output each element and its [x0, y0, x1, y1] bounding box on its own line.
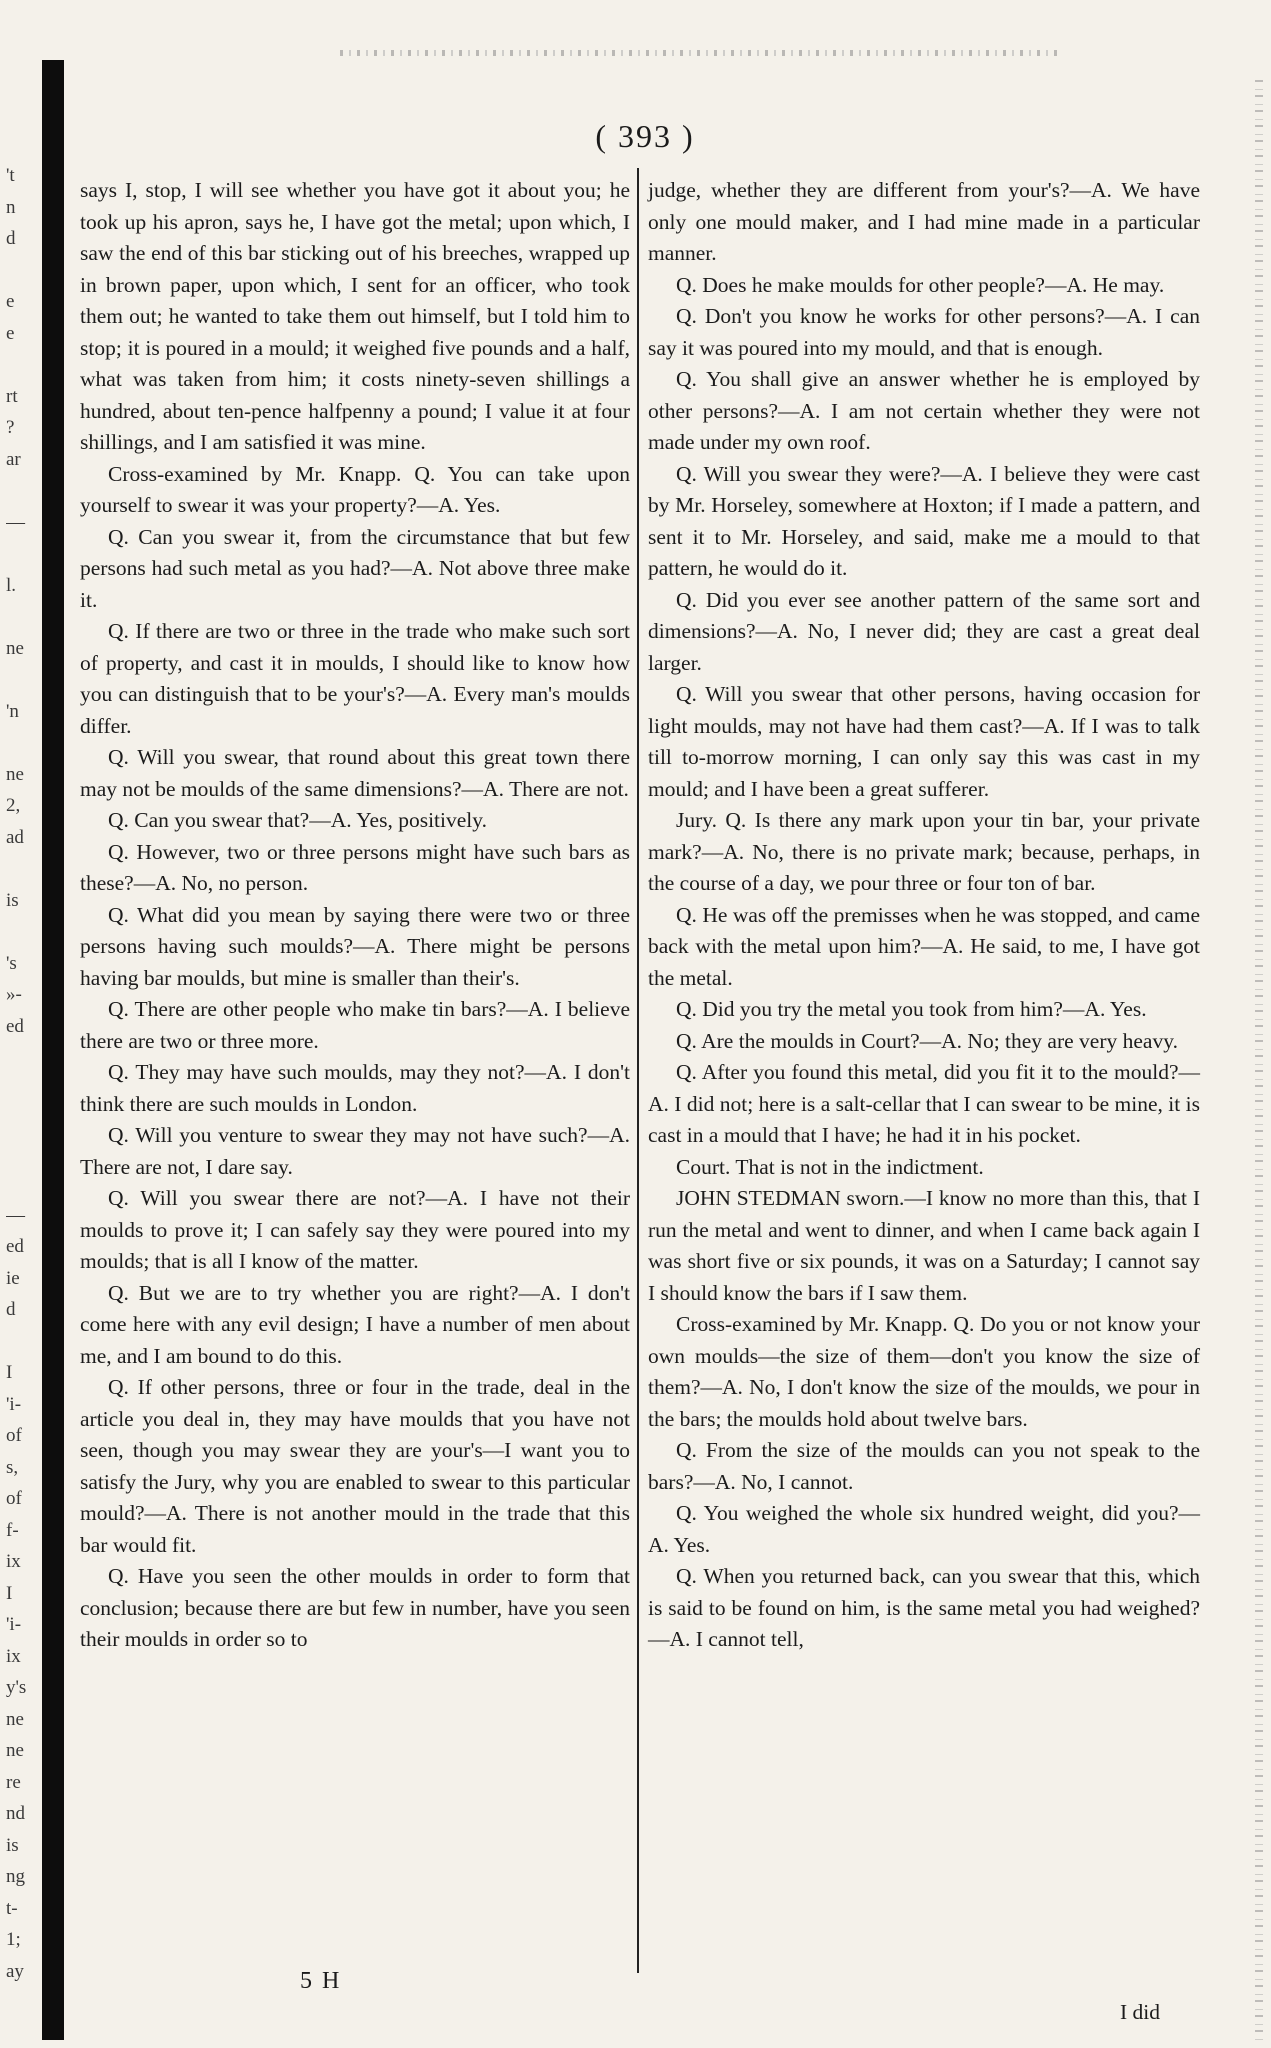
bleed-fragment: ad	[6, 826, 24, 848]
bleed-fragment: »-	[6, 984, 22, 1005]
bleed-fragment: t-	[6, 1897, 18, 1919]
paragraph: Q. From the size of the moulds can you not speak to the bars?—A. No, I cannot.	[648, 1438, 1200, 1494]
bleed-fragment: f-	[6, 1519, 19, 1541]
paragraph: Q. Does he make moulds for other people?—A. He may.	[676, 272, 1165, 297]
paragraph: Q. What did you mean by saying there were two or three persons having such moulds?—A. There might be persons having bar moulds, but mine is smaller than their's.	[80, 902, 630, 990]
bleed-fragment: ed	[6, 1015, 24, 1037]
bleed-fragment: ng	[6, 1866, 25, 1887]
paragraph: Q. He was off the premisses when he was stopped, and came back with the metal upon him?—A. He said, to me, I have got the metal.	[648, 902, 1200, 990]
bleed-fragment: 1;	[6, 1929, 21, 1950]
bleed-fragment: s,	[6, 1456, 19, 1478]
scan-noise-top	[340, 50, 1060, 56]
paragraph: Cross-examined by Mr. Knapp. Q. Do you or not know your own moulds—the size of them—don't you know the size of them?—A. No, I don't know the size of the moulds, we pour in the bars; the moulds hold about twelve bars.	[648, 1312, 1200, 1431]
bleed-fragment: ix	[6, 1645, 21, 1667]
bleed-fragment: 't	[6, 165, 15, 186]
bleed-fragment: 2,	[6, 795, 21, 816]
catchword: I did	[1120, 2000, 1161, 2024]
paragraph: judge, whether they are different from your's?—A. We have only one mould maker, and I had mine made in a particular manner.	[648, 178, 1200, 265]
facing-page-bleed	[0, 160, 46, 1987]
bleed-fragment: y's	[6, 1677, 27, 1698]
paragraph: Q. Did you try the metal you took from him?—A. Yes.	[676, 997, 1147, 1021]
paragraph: Q. Can you swear it, from the circumstance that but few persons had such metal as you had?—A. Not above three make it.	[80, 524, 630, 612]
paragraph: Q. Will you venture to swear they may not have such?—A. There are not, I dare say.	[80, 1123, 630, 1179]
bleed-fragment	[6, 538, 46, 570]
bleed-fragment: of	[6, 1425, 22, 1446]
paragraph: Q. Will you swear that other persons, having occasion for light moulds, may not have had them cast?—A. If I was to talk till to-morrow morning, I can only say this was cast in my mould; and I have been a great sufferer.	[648, 682, 1200, 801]
bleed-fragment: ?	[6, 417, 15, 438]
bleed-fragment: ne	[6, 763, 24, 785]
bleed-fragment: ne	[6, 637, 24, 659]
left-column	[80, 175, 630, 1656]
paragraph: Q. There are other people who make tin bars?—A. I believe there are two or three more.	[80, 997, 630, 1053]
paragraph: JOHN STEDMAN sworn.—I know no more than this, that I run the metal and went to dinner, and when I came back again I was short five or six pounds, it was on a Saturday; I cannot say I should know the bars if I saw them.	[648, 1186, 1200, 1305]
bleed-fragment: ar	[6, 448, 21, 470]
bleed-fragment: l.	[6, 574, 17, 596]
bleed-fragment: rt	[6, 385, 18, 407]
paragraph: Q. You shall give an answer whether he is employed by other persons?—A. I am not certain whether they were not made under my own roof.	[648, 367, 1200, 454]
paragraph: Q. Have you seen the other moulds in order to form that conclusion; because there are but few in number, have you seen their moulds in order so to	[80, 1564, 630, 1651]
paragraph: Q. Are the moulds in Court?—A. No; they are very heavy.	[676, 1028, 1178, 1053]
bleed-fragment: —	[6, 511, 25, 533]
paragraph: Q. Will you swear they were?—A. I believe they were cast by Mr. Horseley, somewhere at Hoxton; if I made a pattern, and sent it to Mr. Horseley, and said, make me a mould to that pattern, he would do it.	[648, 461, 1200, 580]
bleed-fragment: d	[6, 1299, 16, 1320]
bleed-fragment: e	[6, 322, 15, 344]
bleed-fragment	[6, 916, 46, 948]
bleed-fragment: of	[6, 1488, 22, 1509]
paragraph: Q. Can you swear that?—A. Yes, positively.	[108, 808, 488, 832]
bleed-fragment: ne	[6, 1740, 24, 1761]
bleed-fragment	[6, 664, 46, 696]
bleed-fragment	[6, 1105, 46, 1137]
bleed-fragment: 's	[6, 952, 17, 974]
bleed-fragment: is	[6, 1834, 19, 1856]
bleed-fragment: I	[6, 1582, 13, 1604]
paragraph: Q. If there are two or three in the trade who make such sort of property, and cast it in moulds, I should like to know how you can distinguish that to be your's?—A. Every man's moulds differ.	[80, 619, 630, 738]
paragraph: Q. Will you swear, that round about this great town there may not be moulds of the same dimensions?—A. There are not.	[80, 745, 630, 801]
paragraph: Q. Don't you know he works for other persons?—A. I can say it was poured into my mould, and that is enough.	[648, 304, 1200, 360]
paragraph: Jury. Q. Is there any mark upon your tin bar, your private mark?—A. No, there is no private mark; because, perhaps, in the course of a day, we pour three or four ton of bar.	[648, 808, 1200, 895]
bleed-fragment: 'n	[6, 700, 19, 722]
paragraph: Q. They may have such moulds, may they not?—A. I don't think there are such moulds in London.	[80, 1060, 630, 1116]
paragraph: Q. You weighed the whole six hundred weight, did you?—A. Yes.	[648, 1501, 1200, 1557]
bleed-fragment: I	[6, 1362, 13, 1383]
bleed-fragment	[6, 255, 46, 287]
column-rule	[637, 168, 639, 1973]
paragraph: Court. That is not in the indictment.	[676, 1154, 984, 1179]
paragraph: Q. If other persons, three or four in the trade, deal in the article you deal in, they may have moulds that you have not seen, though you may swear they are your's—I want you to satisfy the Jury, why you are enabled to swear to this particular mould?—A. There is not another mould in the trade that this bar would fit.	[80, 1375, 630, 1557]
bleed-fragment	[6, 1042, 46, 1074]
signature-mark: 5 H	[300, 1968, 342, 1994]
right-column	[648, 175, 1200, 1656]
bleed-fragment	[6, 349, 46, 381]
bleed-fragment: ay	[6, 1960, 24, 1982]
scan-noise-right	[1255, 80, 1263, 2040]
bleed-fragment	[6, 1326, 46, 1358]
paragraph: Q. However, two or three persons might have such bars as these?—A. No, no person.	[80, 839, 630, 895]
bleed-fragment: —	[6, 1204, 25, 1226]
bleed-fragment	[6, 853, 46, 885]
bleed-fragment: 'i-	[6, 1614, 22, 1635]
bleed-fragment	[6, 1137, 46, 1169]
bleed-fragment	[6, 475, 46, 507]
paragraph: Q. When you returned back, can you swear that this, which is said to be found on him, is the same metal you had weighed?—A. I cannot tell,	[648, 1564, 1200, 1651]
bleed-fragment	[6, 727, 46, 759]
bleed-fragment: e	[6, 291, 15, 312]
bleed-fragment: d	[6, 228, 16, 249]
bleed-fragment: n	[6, 196, 16, 218]
bleed-fragment: 'i-	[6, 1393, 22, 1415]
bleed-fragment	[6, 1074, 46, 1106]
bleed-fragment: re	[6, 1771, 21, 1793]
bleed-fragment	[6, 1168, 46, 1200]
bleed-fragment: ne	[6, 1708, 24, 1730]
bleed-fragment: ix	[6, 1551, 21, 1572]
paragraph: says I, stop, I will see whether you have got it about you; he took up his apron, says he, I have got the metal; upon which, I saw the end of this bar sticking out of his breeches, wrapped up in brown paper, upon which, I sent for an officer, who took them out; he wanted to take them out himself, but I told him to stop; it is poured in a mould; it weighed five pounds and a half, what was taken from him; it costs ninety-seven shillings a hundred, about ten-pence halfpenny a pound; I value it at four shillings, and I am satisfied it was mine.	[80, 178, 630, 454]
page-number: ( 393 )	[595, 118, 695, 154]
paragraph: Q. After you found this metal, did you fit it to the mould?—A. I did not; here is a salt-cellar that I can swear to be mine, it is cast in a mould that I have; he had it in his pocket.	[648, 1060, 1200, 1147]
paragraph: Q. But we are to try whether you are right?—A. I don't come here with any evil design; I have a number of men about me, and I am bound to do this.	[80, 1280, 630, 1368]
bleed-fragment: is	[6, 889, 19, 911]
bleed-fragment: ed	[6, 1236, 24, 1257]
bleed-fragment: ie	[6, 1267, 20, 1289]
bleed-fragment: nd	[6, 1803, 25, 1824]
paragraph: Cross-examined by Mr. Knapp. Q. You can take upon yourself to swear it was your property?—A. Yes.	[80, 461, 630, 517]
bleed-fragment	[6, 601, 46, 633]
paragraph: Q. Will you swear there are not?—A. I have not their moulds to prove it; I can safely say they were poured into my moulds; that is all I know of the matter.	[80, 1186, 630, 1273]
paragraph: Q. Did you ever see another pattern of the same sort and dimensions?—A. No, I never did; they are cast a great deal larger.	[648, 587, 1200, 675]
